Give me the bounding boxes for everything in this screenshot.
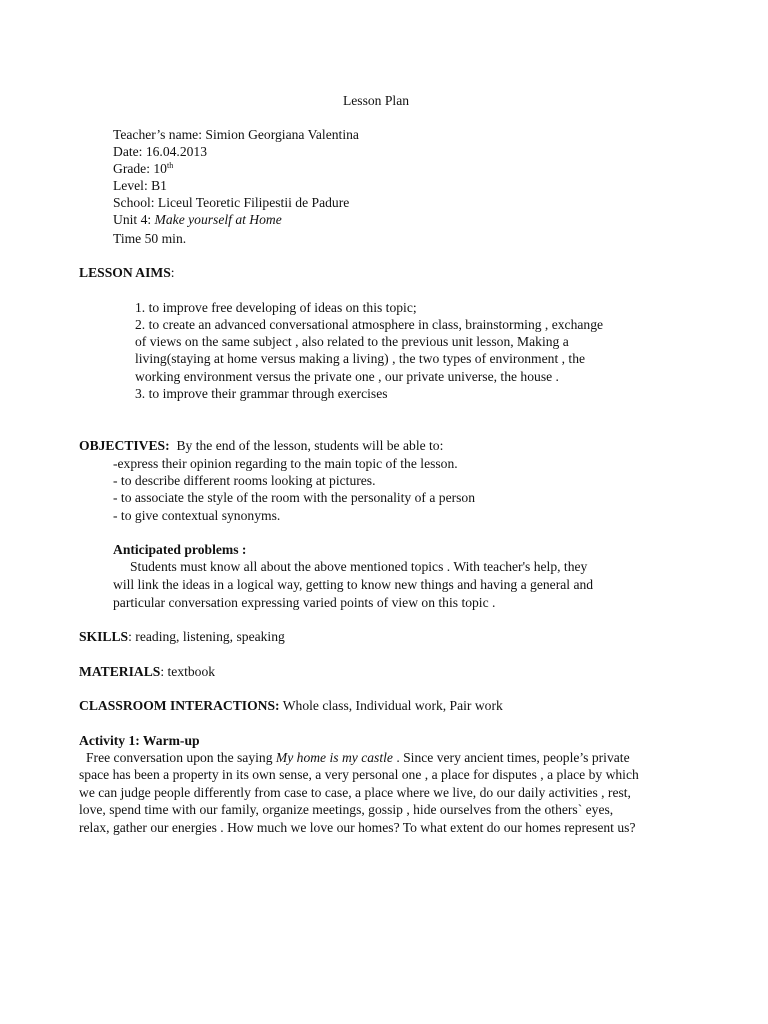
activity-1-line: space has been a property in its own sense, a very personal one , a place for disputes , a place by which bbox=[79, 767, 639, 782]
aim-line: working environment versus the private one , our private universe, the house . bbox=[135, 369, 559, 384]
unit-title: Make yourself at Home bbox=[154, 212, 282, 227]
aim-line: of views on the same subject , also related to the previous unit lesson, Making a bbox=[135, 334, 569, 349]
school: School: Liceul Teoretic Filipestii de Padure bbox=[113, 195, 350, 210]
objective-item: - to describe different rooms looking at pictures. bbox=[113, 473, 376, 488]
aim-line: living(staying at home versus making a living) , the two types of environment , the bbox=[135, 351, 586, 366]
classroom-interactions: CLASSROOM INTERACTIONS: Whole class, Individual work, Pair work bbox=[79, 698, 503, 713]
level: Level: B1 bbox=[113, 178, 167, 193]
anticipated-problems-heading: Anticipated problems : bbox=[113, 542, 247, 557]
objectives-heading: OBJECTIVES: By the end of the lesson, students will be able to: bbox=[79, 438, 444, 453]
skills: SKILLS: reading, listening, speaking bbox=[79, 629, 285, 644]
activity-1-line: relax, gather our energies . How much we love our homes? To what extent do our homes represent us? bbox=[79, 820, 636, 835]
activity-1-line: love, spend time with our family, organize meetings, gossip , hide ourselves from the others` eyes, bbox=[79, 802, 614, 817]
page-title: Lesson Plan bbox=[342, 93, 410, 108]
grade-superscript: th bbox=[166, 161, 174, 170]
problems-line: will link the ideas in a logical way, getting to know new things and having a general and bbox=[113, 577, 594, 592]
activity-1-line: we can judge people differently from case to case, a place where we live, do our daily activities , rest, bbox=[79, 785, 631, 800]
objective-item: -express their opinion regarding to the main topic of the lesson. bbox=[113, 456, 458, 471]
aim-line: 2. to create an advanced conversational atmosphere in class, brainstorming , exchange bbox=[135, 317, 604, 332]
lesson-aims-heading: LESSON AIMS: bbox=[79, 265, 175, 280]
activity-1-heading: Activity 1: Warm-up bbox=[79, 733, 200, 748]
materials: MATERIALS: textbook bbox=[79, 664, 216, 679]
aim-line: 3. to improve their grammar through exercises bbox=[135, 386, 388, 401]
saying: My home is my castle bbox=[275, 750, 393, 765]
grade: Grade: 10th bbox=[113, 161, 174, 176]
objective-item: - to associate the style of the room with the personality of a person bbox=[113, 490, 476, 505]
objective-item: - to give contextual synonyms. bbox=[113, 508, 281, 523]
teacher-name: Teacher’s name: Simion Georgiana Valentina bbox=[113, 127, 359, 142]
problems-line: particular conversation expressing varied points of view on this topic . bbox=[113, 595, 496, 610]
lesson-date: Date: 16.04.2013 bbox=[113, 144, 208, 159]
aim-line: 1. to improve free developing of ideas on this topic; bbox=[135, 300, 417, 315]
duration: Time 50 min. bbox=[113, 231, 187, 246]
problems-line: Students must know all about the above mentioned topics . With teacher's help, they bbox=[130, 559, 588, 574]
activity-1-line: Free conversation upon the saying My home is my castle . Since very ancient times, people’s private bbox=[86, 750, 630, 765]
unit: Unit 4: Make yourself at Home bbox=[113, 212, 282, 227]
objectives-intro: By the end of the lesson, students will be able to: bbox=[176, 438, 444, 453]
